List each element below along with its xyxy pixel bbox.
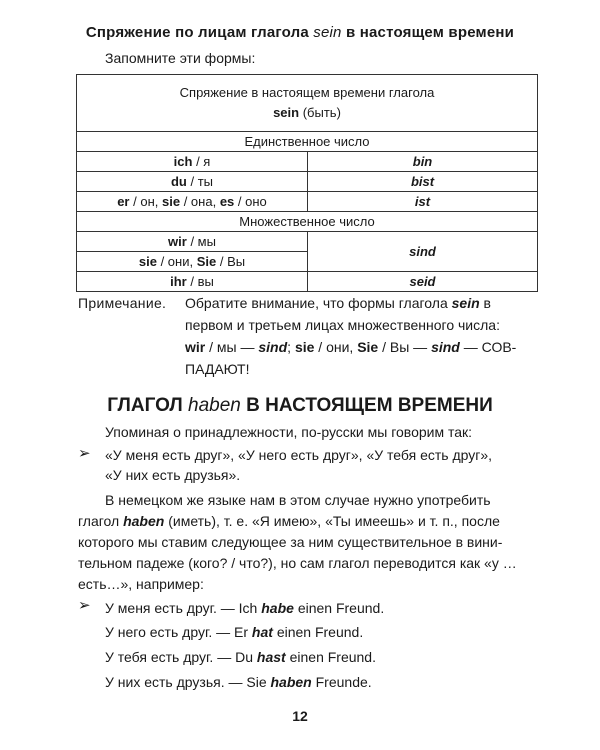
section-title — [0, 24, 600, 41]
heading-verb: haben — [188, 395, 241, 416]
table-row — [77, 172, 538, 192]
note-text: / Вы — — [382, 339, 428, 355]
example-ru: У него есть друг. — — [105, 624, 231, 640]
note-text: — СОВ- — [463, 339, 517, 355]
note-pronoun: sie — [294, 339, 315, 355]
section-heading — [0, 395, 600, 417]
translation: / Вы — [219, 254, 246, 269]
pronoun-cell — [77, 272, 308, 292]
pronoun-cell — [77, 192, 308, 212]
singular-label: Единственное число — [77, 132, 538, 152]
paragraph-line: В немецком же языке нам в этом случае нужно употребить — [105, 492, 491, 508]
title-text-end: в настоящем времени — [345, 24, 515, 41]
pronoun: ich — [173, 154, 193, 169]
example-de: Ich — [238, 600, 258, 616]
table-header-gloss: (быть) — [302, 105, 341, 120]
table-row — [77, 232, 538, 252]
example-verb: habe — [261, 600, 294, 616]
pronoun: du — [170, 174, 187, 189]
title-text: Спряжение по лицам глагола — [85, 24, 309, 41]
pronoun-cell — [77, 252, 308, 272]
translation: / оно — [237, 194, 267, 209]
paragraph-text: (иметь), т. е. «Я имею», «Ты имеешь» и т. п., после — [168, 513, 500, 529]
note-line-4: ПАДАЮТ! — [185, 361, 250, 377]
remember-text: Запомните эти формы: — [105, 50, 256, 66]
page-number: 12 — [292, 708, 308, 724]
pronoun: er — [117, 194, 130, 209]
verb-form: ist — [308, 192, 538, 212]
table-header-verb: sein — [273, 105, 300, 120]
plural-label: Множественное число — [77, 212, 538, 232]
translation: / мы — [190, 234, 216, 249]
translation: / он, — [133, 194, 159, 209]
pronoun: sie — [138, 254, 157, 269]
example-ru: У них есть друзья. — — [105, 674, 243, 690]
example-sentence — [105, 622, 363, 642]
table-header — [77, 75, 538, 132]
paragraph-line: тельном падеже (кого? / что?), но сам глагол переводится как «у … — [78, 555, 517, 571]
translation: / вы — [190, 274, 214, 289]
table-header-row — [77, 75, 538, 132]
example-de: einen Freund. — [289, 649, 376, 665]
paragraph-verb: haben — [123, 513, 165, 529]
paragraph-line — [78, 511, 500, 531]
pronoun-cell — [77, 152, 308, 172]
note-verb: sein — [451, 295, 480, 311]
note-pronoun: wir — [185, 339, 206, 355]
paragraph-line: которого мы ставим следующее за ним существительное в вини- — [78, 534, 503, 550]
singular-label-row — [77, 132, 538, 152]
example-verb: hast — [256, 649, 286, 665]
note-text: в — [483, 295, 491, 311]
verb-form: sind — [308, 232, 538, 272]
example-line-1: «У меня есть друг», «У него есть друг», «У тебя есть друг», — [105, 447, 493, 463]
title-verb: sein — [313, 24, 342, 41]
translation: / ты — [190, 174, 214, 189]
example-de: Er — [234, 624, 249, 640]
pronoun-cell — [77, 172, 308, 192]
table-header-verb-line — [77, 103, 537, 123]
example-ru: У меня есть друг. — — [105, 600, 235, 616]
table-row — [77, 192, 538, 212]
example-verb: hat — [251, 624, 273, 640]
example-de: einen Freund. — [276, 624, 364, 640]
pronoun: es — [219, 194, 235, 209]
pronoun: ihr — [170, 274, 187, 289]
example-de: Sie — [246, 674, 267, 690]
pronoun: sie — [162, 194, 181, 209]
note-verb: sind — [431, 339, 460, 355]
example-line-2: «У них есть друзья». — [105, 467, 241, 483]
intro-text: Упоминая о принадлежности, по-русски мы говорим так: — [105, 424, 473, 440]
note-pronoun: Sie — [357, 339, 379, 355]
note-text: / мы — — [209, 339, 255, 355]
note-line-2: первом и третьем лицах множественного числа: — [185, 317, 500, 333]
note-line-3 — [185, 336, 516, 358]
translation: / они, — [160, 254, 194, 269]
example-verb: haben — [270, 674, 312, 690]
pronoun-cell — [77, 232, 308, 252]
note-label: Примечание. — [78, 295, 167, 311]
pronoun: Sie — [196, 254, 217, 269]
bullet-arrow-icon: ➢ — [78, 597, 91, 614]
table-header-text: Спряжение в настоящем времени глагола — [179, 85, 435, 100]
table-row — [77, 152, 538, 172]
verb-form: bist — [308, 172, 538, 192]
conjugation-table — [76, 74, 538, 292]
note-line-1 — [185, 292, 491, 314]
translation: / она, — [183, 194, 217, 209]
note-text: Обратите внимание, что формы глагола — [185, 295, 448, 311]
translation: / я — [196, 154, 211, 169]
note-verb: sind — [258, 339, 288, 355]
paragraph-text: глагол — [78, 513, 120, 529]
bullet-arrow-icon: ➢ — [78, 445, 91, 462]
example-sentence — [105, 672, 372, 692]
heading-text: ГЛАГОЛ — [107, 395, 183, 416]
plural-label-row — [77, 212, 538, 232]
paragraph-line: есть…», например: — [78, 576, 204, 592]
example-sentence — [105, 598, 384, 618]
verb-form: seid — [308, 272, 538, 292]
example-de: Freunde. — [315, 674, 372, 690]
pronoun: wir — [168, 234, 187, 249]
example-de: Du — [235, 649, 254, 665]
example-sentence — [105, 647, 376, 667]
heading-text-end: В НАСТОЯЩЕМ ВРЕМЕНИ — [246, 395, 493, 416]
verb-form: bin — [308, 152, 538, 172]
example-de: einen Freund. — [297, 600, 385, 616]
note-text: ; — [287, 339, 292, 355]
note-text: / они, — [318, 339, 354, 355]
table-row — [77, 272, 538, 292]
example-ru: У тебя есть друг. — — [105, 649, 232, 665]
